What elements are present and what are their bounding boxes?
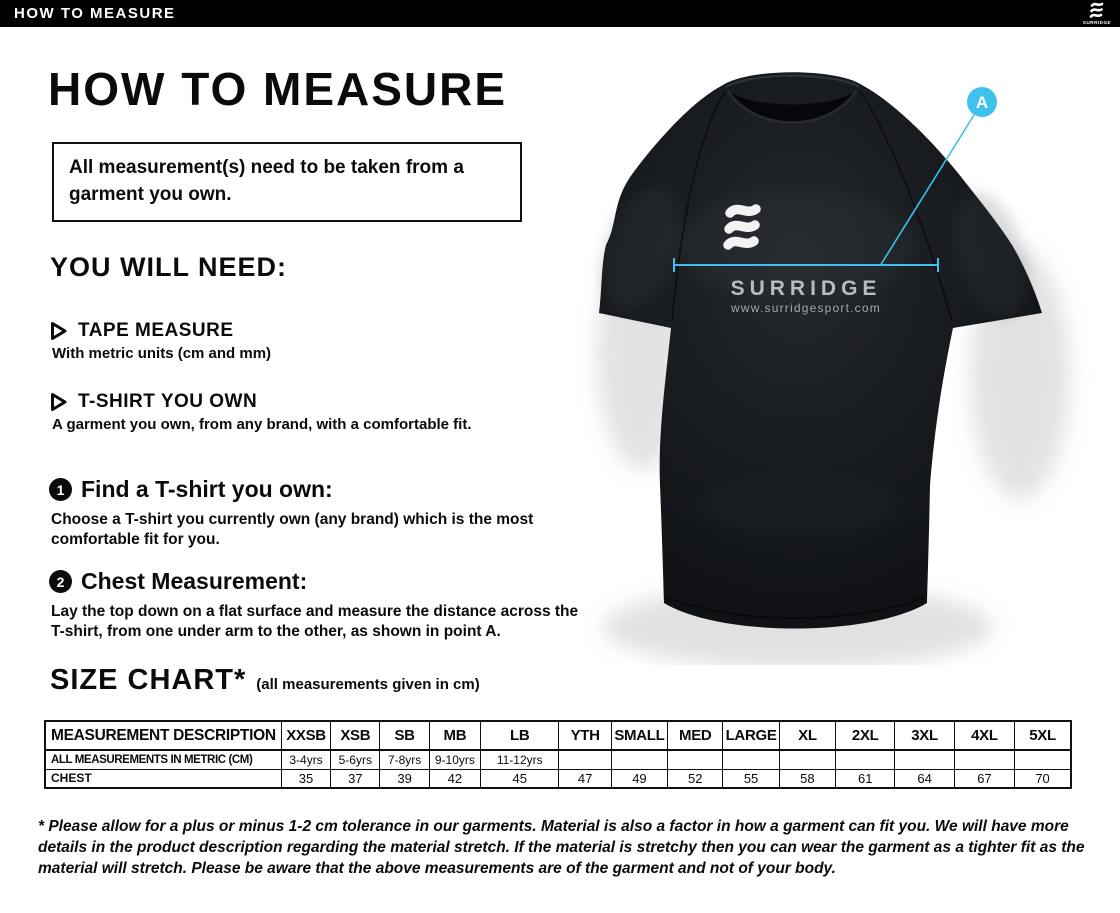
column-header: 3XL (895, 721, 954, 750)
step-description: Lay the top down on a flat surface and measure the distance across the T-shirt, from one under arm to the other, as shown in point A. (51, 603, 579, 641)
step-number-badge: 1 (49, 478, 72, 501)
table-cell (668, 750, 723, 769)
table-cell: 47 (559, 769, 611, 788)
page-title: HOW TO MEASURE (48, 63, 508, 115)
table-cell: 11-12yrs (481, 750, 559, 769)
table-cell: 61 (836, 769, 895, 788)
need-item-title: TAPE MEASURE (78, 320, 234, 341)
step-title: Find a T-shirt you own: (81, 476, 333, 502)
top-bar (0, 0, 1120, 27)
column-header: XL (779, 721, 835, 750)
table-cell (611, 750, 667, 769)
step-1 (49, 476, 594, 551)
table-cell: 49 (611, 769, 667, 788)
table-cell (954, 750, 1014, 769)
table-row-metric (45, 750, 1071, 769)
table-cell: 9-10yrs (429, 750, 480, 769)
size-chart-subtitle: (all measurements given in cm) (256, 676, 480, 693)
column-header: LB (481, 721, 559, 750)
column-header: MB (429, 721, 480, 750)
step-2 (49, 568, 594, 643)
surridge-logo-text: SURRIDGE (1082, 20, 1112, 25)
table-cell: 52 (668, 769, 723, 788)
table-cell: 64 (895, 769, 954, 788)
table-cell (723, 750, 779, 769)
tshirt-diagram (560, 55, 1105, 665)
table-cell: 39 (380, 769, 429, 788)
column-header: MEASUREMENT DESCRIPTION (45, 721, 281, 750)
need-item-description: With metric units (cm and mm) (52, 345, 272, 362)
column-header: MED (668, 721, 723, 750)
step-description: Choose a T-shirt you currently own (any brand) which is the most comfortable fit for you. (51, 511, 534, 549)
need-item-title: T-SHIRT YOU OWN (78, 391, 258, 412)
need-item-tshirt (50, 391, 595, 433)
tolerance-footnote: * Please allow for a plus or minus 1-2 cm tolerance in our garments. Material is also a factor in how a garment can fit you. We will have more details in the product description regarding the material stretch. If the material is stretchy then you can wear the garment as a tighter fit as the material will stretch. Please be aware that the above measurements are of the garment and not of your body. (38, 818, 1085, 878)
column-header: SMALL (611, 721, 667, 750)
size-chart-heading (50, 664, 480, 697)
table-cell (895, 750, 954, 769)
tshirt-illustration (560, 55, 1105, 665)
step-number-badge: 2 (49, 570, 72, 593)
triangle-bullet-icon (50, 321, 67, 341)
table-cell (836, 750, 895, 769)
table-cell: 67 (954, 769, 1014, 788)
table-cell: 70 (1015, 769, 1071, 788)
need-item-tape-measure (50, 320, 595, 362)
table-cell: 45 (481, 769, 559, 788)
table-cell (559, 750, 611, 769)
table-cell: 42 (429, 769, 480, 788)
row-label: ALL MEASUREMENTS IN METRIC (CM) (45, 750, 281, 769)
column-header: 4XL (954, 721, 1014, 750)
column-header: 2XL (836, 721, 895, 750)
you-will-need-heading: YOU WILL NEED: (50, 252, 288, 282)
top-bar-title: HOW TO MEASURE (14, 5, 176, 22)
table-cell (779, 750, 835, 769)
table-cell: 3-4yrs (281, 750, 330, 769)
table-cell: 58 (779, 769, 835, 788)
surridge-logo (1082, 1, 1112, 26)
column-header: LARGE (723, 721, 779, 750)
column-header: SB (380, 721, 429, 750)
row-label: CHEST (45, 769, 281, 788)
shirt-url-text: www.surridgesport.com (731, 301, 881, 315)
shirt-brand-text: SURRIDGE (730, 277, 882, 300)
step-title: Chest Measurement: (81, 568, 308, 594)
size-chart-table (44, 720, 1072, 789)
column-header: XXSB (281, 721, 330, 750)
triangle-bullet-icon (50, 392, 67, 412)
table-row-chest (45, 769, 1071, 788)
table-header-row (45, 721, 1071, 750)
need-item-description: A garment you own, from any brand, with a comfortable fit. (52, 416, 472, 433)
column-header: XSB (331, 721, 380, 750)
shirt-chest-logo (728, 209, 756, 245)
surridge-s-icon (1082, 1, 1112, 26)
table-cell (1015, 750, 1071, 769)
table-cell: 35 (281, 769, 330, 788)
table-cell: 5-6yrs (331, 750, 380, 769)
table-cell: 55 (723, 769, 779, 788)
notice-box: All measurement(s) need to be taken from a garment you own. (52, 142, 522, 222)
size-chart-title: SIZE CHART* (50, 664, 247, 696)
table-cell: 37 (331, 769, 380, 788)
table-cell: 7-8yrs (380, 750, 429, 769)
marker-a-label: A (975, 93, 989, 112)
column-header: 5XL (1015, 721, 1071, 750)
column-header: YTH (559, 721, 611, 750)
